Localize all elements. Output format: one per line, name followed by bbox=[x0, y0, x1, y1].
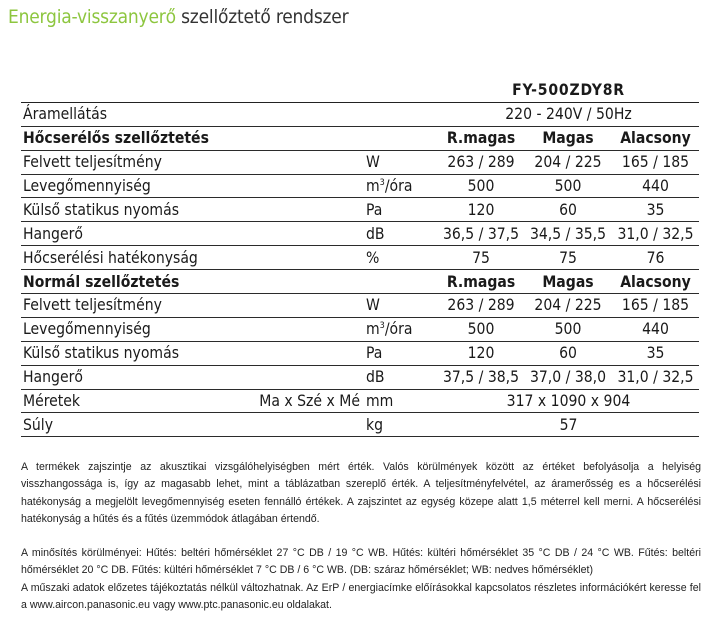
unit-base: m bbox=[366, 177, 380, 195]
row-unit bbox=[366, 246, 438, 270]
spec-row bbox=[21, 341, 699, 365]
note-paragraph: A termékek zajszintje az akusztikai vizsgálóhelyiségben mért érték. Valós körülmények között az értéket befolyásolja a helyiség visszhangossága is, így az magasabb lehet, mint a táblázatban szereplő érték. A teljesítményfelvétel, az áramerősség es a hőcserélési hatékonyság a megjelölt levegőmennyiség eseten fennálló értékek. A zajszintet az egység közepe alatt 1,5 méterrel kell merni. A hőcserélési hatékonyság a hűtés és a fűtés üzemmódok átlagában értendő. bbox=[21, 461, 701, 525]
unit-exponent: 3 bbox=[379, 177, 385, 188]
row-unit bbox=[366, 294, 438, 318]
row-value: 36,5 / 37,5 bbox=[438, 222, 524, 246]
spec-row bbox=[21, 317, 699, 341]
row-value: 500 bbox=[438, 174, 524, 198]
section-title: Normál szellőztetés bbox=[21, 270, 438, 294]
row-label: Külső statikus nyomás bbox=[21, 198, 366, 222]
row-value: 204 / 225 bbox=[524, 294, 612, 318]
spec-row bbox=[21, 174, 699, 198]
weight-value: 57 bbox=[438, 413, 699, 437]
row-unit bbox=[366, 150, 438, 174]
row-value: 35 bbox=[612, 198, 699, 222]
row-label: Levegőmennyiség bbox=[21, 174, 366, 198]
row-value: 75 bbox=[438, 246, 524, 270]
column-header: Magas bbox=[524, 270, 612, 294]
unit-base: % bbox=[366, 248, 380, 267]
weight-unit: kg bbox=[366, 413, 438, 437]
row-value: 204 / 225 bbox=[524, 150, 612, 174]
row-value: 263 / 289 bbox=[438, 294, 524, 318]
unit-exponent: 3 bbox=[379, 321, 385, 332]
column-header: Alacsony bbox=[612, 126, 699, 150]
notes-block-2 bbox=[21, 545, 701, 614]
unit-suffix: /óra bbox=[384, 177, 413, 195]
title-rest: szellőztető rendszer bbox=[181, 6, 349, 28]
row-value: 60 bbox=[524, 341, 612, 365]
row-value: 76 bbox=[612, 246, 699, 270]
section-header-row bbox=[21, 126, 699, 150]
row-unit bbox=[366, 341, 438, 365]
row-value: 440 bbox=[612, 174, 699, 198]
power-label: Áramellátás bbox=[21, 102, 438, 126]
row-label: Felvett teljesítmény bbox=[21, 294, 366, 318]
title-highlight: Energia-visszanyerő bbox=[8, 6, 176, 28]
dimensions-value: 317 x 1090 x 904 bbox=[438, 389, 699, 413]
column-header: R.magas bbox=[438, 126, 524, 150]
weight-row bbox=[21, 413, 699, 437]
row-value: 31,0 / 32,5 bbox=[612, 222, 699, 246]
model-name: FY-500ZDY8R bbox=[438, 79, 699, 102]
column-header: Alacsony bbox=[612, 270, 699, 294]
row-unit bbox=[366, 198, 438, 222]
row-label: Levegőmennyiség bbox=[21, 317, 366, 341]
spec-table bbox=[21, 79, 699, 437]
row-label: Hangerő bbox=[21, 222, 366, 246]
row-value: 34,5 / 35,5 bbox=[524, 222, 612, 246]
column-header: R.magas bbox=[438, 270, 524, 294]
spec-row bbox=[21, 294, 699, 318]
spec-row bbox=[21, 222, 699, 246]
dimensions-row bbox=[21, 389, 699, 413]
note-paragraph: A minősítés körülményei: Hűtés: beltéri hőmérséklet 27 °C DB / 19 °C WB. Hűtés: kültéri hőmérséklet 35 °C DB / 24 °C WB. Fűtés: beltéri hőmérséklet 20 °C DB. Fűtés: kültéri hőmérséklet 7 °C DB / 6 °C WB. (DB: száraz hőmérséklet; WB: nedves hőmérséklet) bbox=[21, 547, 701, 577]
row-unit bbox=[366, 222, 438, 246]
row-value: 75 bbox=[524, 246, 612, 270]
section-title: Hőcserélős szellőztetés bbox=[21, 126, 438, 150]
row-label: Felvett teljesítmény bbox=[21, 150, 366, 174]
row-value: 440 bbox=[612, 317, 699, 341]
power-value: 220 - 240V / 50Hz bbox=[438, 102, 699, 126]
notes-block-1 bbox=[21, 459, 701, 528]
spec-row bbox=[21, 198, 699, 222]
row-value: 31,0 / 32,5 bbox=[612, 365, 699, 389]
spec-row bbox=[21, 365, 699, 389]
unit-base: W bbox=[366, 296, 380, 315]
row-value: 500 bbox=[524, 174, 612, 198]
row-value: 500 bbox=[438, 317, 524, 341]
unit-base: W bbox=[366, 153, 380, 172]
row-label: Hangerő bbox=[21, 365, 366, 389]
unit-base: dB bbox=[366, 224, 385, 243]
unit-base: dB bbox=[366, 368, 385, 387]
row-label: Külső statikus nyomás bbox=[21, 341, 366, 365]
row-value: 165 / 185 bbox=[612, 294, 699, 318]
row-unit bbox=[366, 174, 438, 198]
power-row bbox=[21, 102, 699, 126]
row-value: 263 / 289 bbox=[438, 150, 524, 174]
note-paragraph: A műszaki adatok előzetes tájékoztatás nélkül változhatnak. Az ErP / energiacímke előírásokkal kapcsolatos részletes információkért keresse fel a www.aircon.panasonic.eu vagy www.ptc.panasonic.eu oldalakat. bbox=[21, 581, 701, 611]
dimensions-label: Méretek bbox=[23, 392, 81, 411]
section-header-row bbox=[21, 270, 699, 294]
dimensions-label-cell bbox=[21, 389, 366, 413]
row-value: 37,0 / 38,0 bbox=[524, 365, 612, 389]
row-label: Hőcserélési hatékonyság bbox=[21, 246, 366, 270]
row-value: 60 bbox=[524, 198, 612, 222]
unit-base: m bbox=[366, 320, 380, 339]
unit-base: Pa bbox=[366, 344, 383, 363]
page-title bbox=[8, 6, 348, 28]
row-unit bbox=[366, 365, 438, 389]
dimensions-sublabel: Ma x Szé x Mé bbox=[259, 392, 360, 411]
spec-row bbox=[21, 246, 699, 270]
row-value: 120 bbox=[438, 198, 524, 222]
model-row bbox=[21, 79, 699, 102]
row-unit bbox=[366, 317, 438, 341]
spacer bbox=[21, 79, 438, 102]
row-value: 165 / 185 bbox=[612, 150, 699, 174]
column-header: Magas bbox=[524, 126, 612, 150]
row-value: 35 bbox=[612, 341, 699, 365]
row-value: 500 bbox=[524, 317, 612, 341]
unit-base: Pa bbox=[366, 200, 383, 219]
row-value: 120 bbox=[438, 341, 524, 365]
spec-row bbox=[21, 150, 699, 174]
unit-suffix: /óra bbox=[384, 320, 413, 339]
dimensions-unit: mm bbox=[366, 389, 438, 413]
row-value: 37,5 / 38,5 bbox=[438, 365, 524, 389]
weight-label: Súly bbox=[21, 413, 366, 437]
